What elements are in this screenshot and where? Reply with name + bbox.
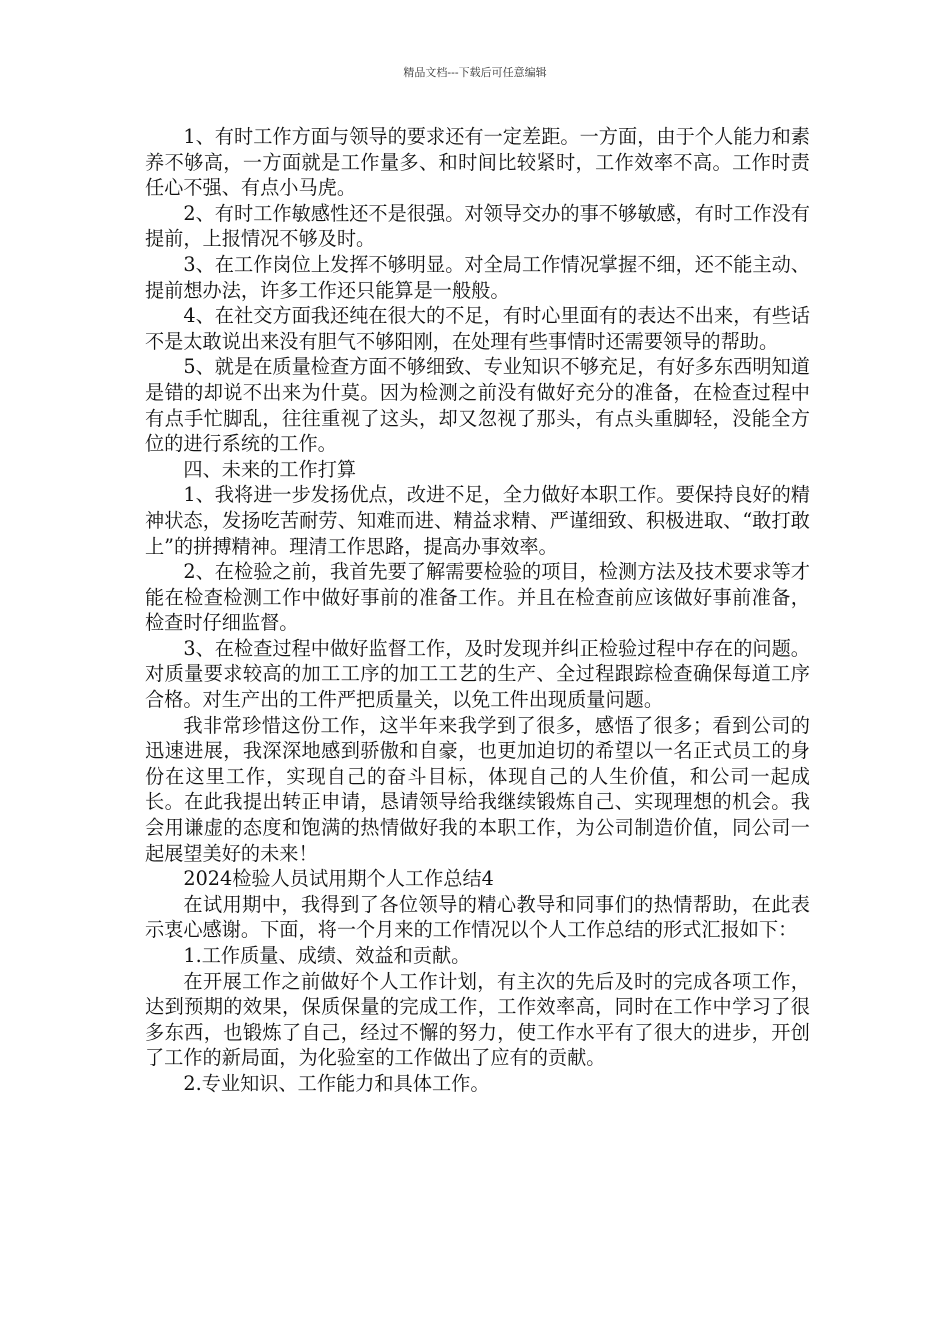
paragraph-plan-2: 2、在检验之前，我首先要了解需要检验的项目，检测方法及技术要求等才能在检查检测工作中做好事前的准备工作。并且在检查前应该做好事前准备，检查时仔细监督。 bbox=[145, 560, 810, 635]
paragraph-work-quality: 在开展工作之前做好个人工作计划，有主次的先后及时的完成各项工作，达到预期的效果，保质保量的完成工作，工作效率高，同时在工作中学习了很多东西，也锻炼了自己，经过不懈的努力，使工作水平有了很大的进步，开创了工作的新局面，为化验室的工作做出了应有的贡献。 bbox=[145, 969, 810, 1070]
section-title-summary-4: 2024检验人员试用期个人工作总结4 bbox=[183, 867, 494, 891]
paragraph-conclusion: 我非常珍惜这份工作，这半年来我学到了很多，感悟了很多；看到公司的迅速进展，我深深地感到骄傲和自豪，也更加迫切的希望以一名正式员工的身份在这里工作，实现自己的奋斗目标，体现自己的人生价值，和公司一起成长。在此我提出转正申请，恳请领导给我继续锻炼自己、实现理想的机会。我会用谦虚的态度和饱满的热情做好我的本职工作，为公司制造价值，同公司一起展望美好的未来！ bbox=[145, 713, 810, 865]
paragraph-issue-1: 1、有时工作方面与领导的要求还有一定差距。一方面，由于个人能力和素养不够高，一方面就是工作量多、和时间比较紧时，工作效率不高。工作时责任心不强、有点小马虎。 bbox=[145, 125, 810, 200]
subheading-work-quality: 1.工作质量、成绩、效益和贡献。 bbox=[183, 944, 471, 967]
paragraph-issue-5: 5、就是在质量检查方面不够细致、专业知识不够充足，有好多东西明知道是错的却说不出来为什莫。因为检测之前没有做好充分的准备，在检查过程中有点手忙脚乱，往往重视了这头，却又忽视了那头，有点头重脚轻，没能全方位的进行系统的工作。 bbox=[145, 355, 810, 456]
paragraph-plan-1: 1、我将进一步发扬优点，改进不足，全力做好本职工作。要保持良好的精神状态，发扬吃苦耐劳、知难而进、精益求精、严谨细致、积极进取、“敢打敢上”的拼搏精神。理清工作思路，提高办事效率。 bbox=[145, 483, 810, 558]
document-body bbox=[145, 124, 810, 1097]
paragraph-issue-2: 2、有时工作敏感性还不是很强。对领导交办的事不够敏感，有时工作没有提前，上报情况不够及时。 bbox=[145, 201, 810, 251]
paragraph-intro: 在试用期中，我得到了各位领导的精心教导和同事们的热情帮助，在此表示衷心感谢。下面，将一个月来的工作情况以个人工作总结的形式汇报如下： bbox=[145, 892, 810, 942]
subheading-professional-knowledge: 2.专业知识、工作能力和具体工作。 bbox=[183, 1071, 490, 1095]
page-header: 精品文档---下载后可任意编辑 bbox=[403, 66, 547, 79]
section-heading-future-plans: 四、未来的工作打算 bbox=[183, 457, 357, 481]
paragraph-issue-4: 4、在社交方面我还纯在很大的不足，有时心里面有的表达不出来，有些话不是太敢说出来没有胆气不够阳刚，在处理有些事情时还需要领导的帮助。 bbox=[145, 304, 810, 353]
paragraph-plan-3: 3、在检查过程中做好监督工作，及时发现并纠正检验过程中存在的问题。对质量要求较高的加工工序的加工工艺的生产、全过程跟踪检查确保每道工序合格。对生产出的工件严把质量关，以免工件出现质量问题。 bbox=[145, 636, 810, 712]
paragraph-issue-3: 3、在工作岗位上发挥不够明显。对全局工作情况掌握不细，还不能主动、提前想办法，许多工作还只能算是一般般。 bbox=[145, 252, 810, 302]
